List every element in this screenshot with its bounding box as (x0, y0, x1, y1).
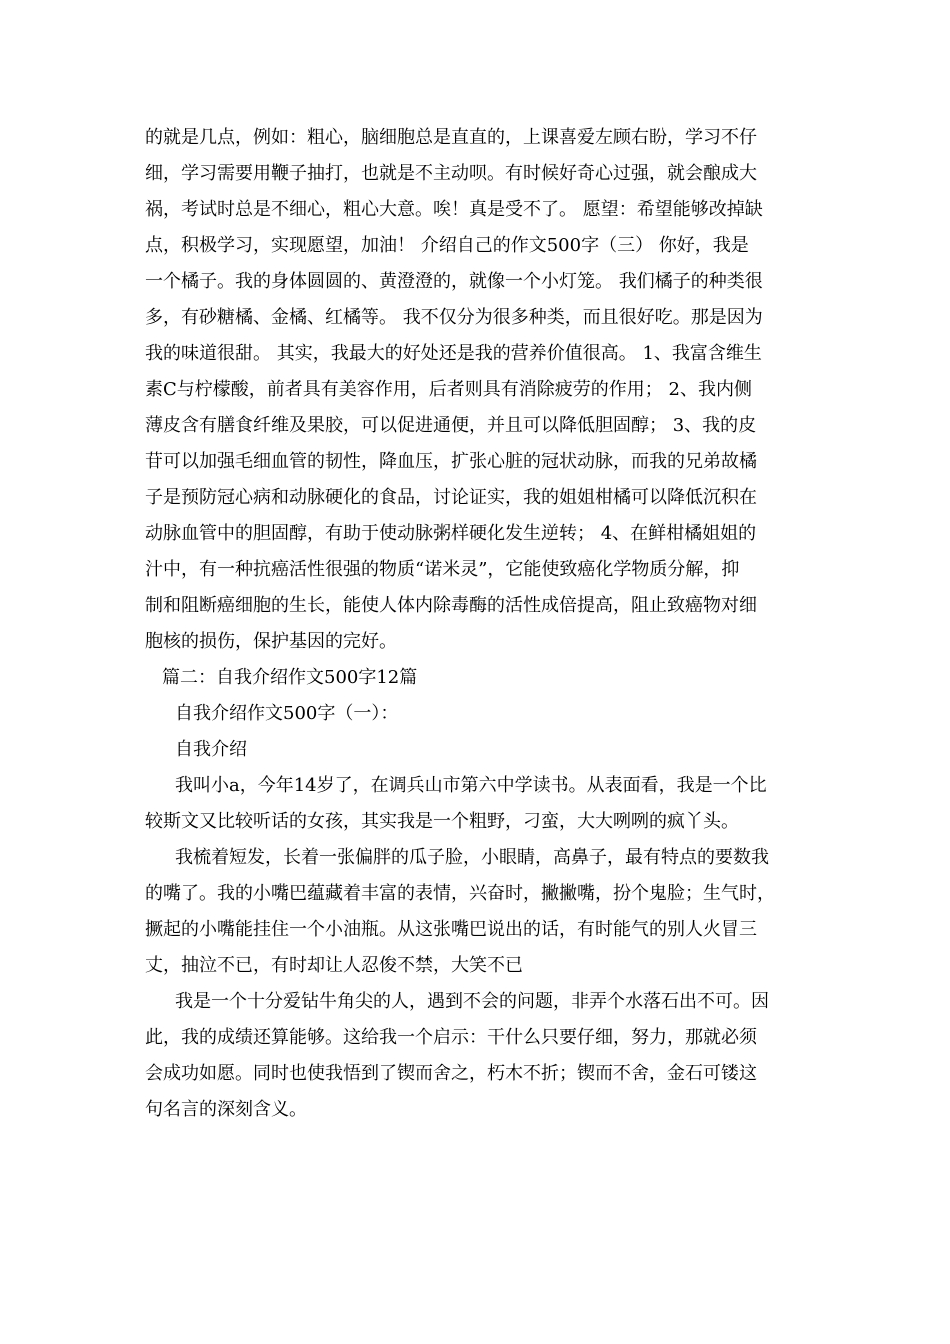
text-line: 点，积极学习，实现愿望，加油！ 介绍自己的作文500字（三） 你好，我是 (145, 235, 749, 256)
text-line: 素C与柠檬酸，前者具有美容作用，后者则具有消除疲劳的作用； 2、我内侧 (145, 379, 752, 400)
text-line: 丈，抽泣不已，有时却让人忍俊不禁，大笑不已 (145, 955, 523, 976)
section-heading: 篇二：自我介绍作文500字12篇 (162, 667, 418, 688)
text-line: 苷可以加强毛细血管的韧性，降血压，扩张心脏的冠状动脉，而我的兄弟故橘 (145, 451, 757, 472)
text-line: 撅起的小嘴能挂住一个小油瓶。从这张嘴巴说出的话，有时能气的别人火冒三 (145, 919, 757, 940)
subsection-heading: 自我介绍作文500字（一）： (175, 703, 399, 724)
essay-title: 自我介绍 (175, 739, 247, 760)
text-line: 薄皮含有膳食纤维及果胶，可以促进通便，并且可以降低胆固醇； 3、我的皮 (145, 415, 757, 436)
text-line: 我梳着短发，长着一张偏胖的瓜子脸，小眼睛，高鼻子，最有特点的要数我 (175, 847, 769, 868)
text-line: 我是一个十分爱钻牛角尖的人，遇到不会的问题，非弄个水落石出不可。因 (175, 991, 769, 1012)
text-line: 多，有砂糖橘、金橘、红橘等。 我不仅分为很多种类，而且很好吃。那是因为 (145, 307, 763, 328)
text-line: 的就是几点，例如：粗心，脑细胞总是直直的，上课喜爱左顾右盼，学习不仔 (145, 127, 757, 148)
text-line: 祸，考试时总是不细心，粗心大意。唉！真是受不了。 愿望：希望能够改掉缺 (145, 199, 763, 220)
text-line: 我叫小a，今年14岁了，在调兵山市第六中学读书。从表面看，我是一个比 (175, 775, 767, 796)
text-line: 一个橘子。我的身体圆圆的、黄澄澄的，就像一个小灯笼。 我们橘子的种类很 (145, 271, 763, 292)
text-line: 此，我的成绩还算能够。这给我一个启示：干什么只要仔细，努力，那就必须 (145, 1027, 757, 1048)
text-line: 句名言的深刻含义。 (145, 1099, 307, 1120)
text-line: 胞核的损伤，保护基因的完好。 (145, 631, 397, 652)
text-line: 我的味道很甜。 其实，我最大的好处还是我的营养价值很高。 1、我富含维生 (145, 343, 762, 364)
text-line: 动脉血管中的胆固醇，有助于使动脉粥样硬化发生逆转； 4、在鲜柑橘姐姐的 (145, 523, 757, 544)
text-line: 制和阻断癌细胞的生长，能使人体内除毒酶的活性成倍提高，阻止致癌物对细 (145, 595, 757, 616)
text-line: 子是预防冠心病和动脉硬化的食品，讨论证实，我的姐姐柑橘可以降低沉积在 (145, 487, 757, 508)
text-line: 会成功如愿。同时也使我悟到了锲而舍之，朽木不折；锲而不舍，金石可镂这 (145, 1063, 757, 1084)
text-line: 细，学习需要用鞭子抽打，也就是不主动呗。有时候好奇心过强，就会酿成大 (145, 163, 757, 184)
text-line: 的嘴了。我的小嘴巴蕴藏着丰富的表情，兴奋时，撇撇嘴，扮个鬼脸；生气时， (145, 883, 775, 904)
text-line: 汁中，有一种抗癌活性很强的物质“诺米灵”，它能使致癌化学物质分解，抑 (145, 559, 740, 580)
text-line: 较斯文又比较听话的女孩，其实我是一个粗野，刁蛮，大大咧咧的疯丫头。 (145, 811, 739, 832)
